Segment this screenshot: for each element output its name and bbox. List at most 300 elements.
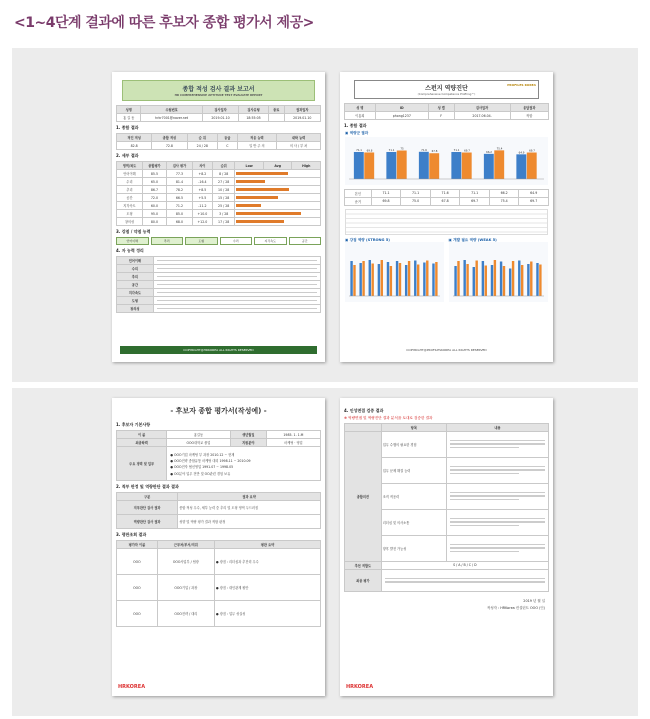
detail-cell: 8 / 28 <box>212 170 234 178</box>
report-footer <box>120 346 317 354</box>
detail-cell: 77.3 <box>167 170 193 178</box>
interview-detail <box>446 457 548 483</box>
edu-label: 최종학력 <box>117 439 167 447</box>
report-subtitle: HR COMPREHENSIVE APTITUDE TEST EVALUATE REPORT <box>174 93 263 97</box>
profile-info-value-cell: 적합 <box>510 112 549 120</box>
competence-group-chart <box>345 137 548 185</box>
detail-header-row <box>117 162 321 170</box>
bar-준거-B4 <box>484 266 486 297</box>
table-row <box>117 297 321 305</box>
weak-competence-chart <box>449 242 548 302</box>
detail-cell: 10 / 28 <box>212 186 234 194</box>
bar-본인-A8 <box>414 261 416 297</box>
bar-본인-C6 <box>516 154 526 179</box>
profile-info-value-cell: phong1237 <box>375 112 428 120</box>
strong-chart-block <box>345 238 445 307</box>
detail-cell: 창의성 <box>117 218 143 226</box>
table-row <box>117 194 321 202</box>
score-bar <box>236 172 287 175</box>
bar-본인-B4 <box>481 261 483 296</box>
interview-header-blank <box>345 423 382 431</box>
birth-value: 1985. 1. 1.M <box>266 431 320 439</box>
bar-data-label: 71.6 <box>421 148 427 152</box>
bar-본인-B10 <box>536 263 538 296</box>
info-table <box>116 105 321 122</box>
ability-label: 도형 <box>117 297 154 305</box>
profile-info-header-cell: 검사일자 <box>454 104 510 112</box>
detail-bar-cell <box>235 194 321 202</box>
info-value-cell: 2019.01.10 <box>202 114 238 122</box>
strength-row <box>116 237 321 245</box>
judgement-label: 역량판단 검사 결과 <box>117 515 178 529</box>
table-row <box>117 601 321 627</box>
detail-cell: 3 / 28 <box>212 210 234 218</box>
interview-subnote: ※ 역량면접 및 역량진단 결과 분석을 토대로 검증한 결과 <box>344 416 433 420</box>
interview-group-label: 종합의견 <box>345 431 382 561</box>
detail-cell: 66.5 <box>167 194 193 202</box>
detail-cell: -16.4 <box>192 178 212 186</box>
ability-desc <box>153 265 320 273</box>
strength-chip: 지각속도 <box>254 237 287 245</box>
strength-chip: 추리 <box>151 237 184 245</box>
competence-value-cell: 71.1 <box>401 189 431 197</box>
competence-value-cell: 75.4 <box>489 197 519 205</box>
detail-cell: 86.7 <box>142 186 166 194</box>
profile-info-value-cell: F <box>428 112 454 120</box>
bar-data-label: 71.1 <box>356 148 362 152</box>
detail-header-cell: 검사 평가 <box>167 162 193 170</box>
competence-value-cell: 75.0 <box>401 197 431 205</box>
detail-header-cell: 종합평가 <box>142 162 166 170</box>
interview-detail <box>446 535 548 561</box>
competence-value-cell: 69.8 <box>371 197 401 205</box>
ability-label: 추리 <box>117 273 154 281</box>
bar-준거-A10 <box>435 262 437 296</box>
interview-item: 향후 발전 가능성 <box>381 535 446 561</box>
competence-profile-document <box>340 72 553 362</box>
candidate-evaluation-document <box>112 398 325 696</box>
interview-item: 조직 적응력 <box>381 483 446 509</box>
bar-준거-B5 <box>493 260 495 296</box>
bar-본인-B9 <box>527 264 529 296</box>
detail-bar-cell <box>235 170 321 178</box>
interview-header <box>345 423 549 431</box>
judgement-header <box>117 493 321 501</box>
ability-desc <box>153 289 320 297</box>
reference-name: OOO <box>117 549 158 575</box>
name-label: 이 름 <box>117 431 167 439</box>
grade-value: S / A / B / C / D <box>381 561 548 569</box>
table-row <box>117 515 321 529</box>
score-bar <box>236 196 277 199</box>
bar-본인-C4 <box>451 152 461 179</box>
hrkorea-logo: HRKOREA <box>118 684 146 690</box>
detail-cell: +5.5 <box>192 194 212 202</box>
reference-name: OOO <box>117 575 158 601</box>
strong-chart-label: ▣ 강점 역량 (STRONG 5) <box>345 237 390 242</box>
table-row <box>117 549 321 575</box>
judgement-header-cell: 구분 <box>117 493 178 501</box>
table-row <box>117 257 321 265</box>
competence-value-cell: 71.1 <box>460 189 490 197</box>
aptitude-report-document <box>112 72 325 362</box>
info-value-row <box>117 114 321 122</box>
detail-cell: 언어이해 <box>117 170 143 178</box>
profile-subtitle: (Comprehensive Competence Profiling™) <box>417 92 476 96</box>
info-header-cell: 수험번호 <box>141 106 202 114</box>
bar-준거-B6 <box>502 266 504 296</box>
bar-data-label: 69.7 <box>529 149 535 153</box>
ability-label: 창의성 <box>117 305 154 313</box>
bar-data-label: 71.1 <box>453 148 460 152</box>
detail-header-cell: Low <box>235 162 264 170</box>
bar-준거-B7 <box>511 261 513 296</box>
final-eval-text <box>381 569 548 591</box>
profile-footer: COPYRIGHT@PROFILESKOREA ALL RIGHTS RESERVED <box>406 348 487 352</box>
eval-footer <box>118 684 145 690</box>
ability-label: 언어이해 <box>117 257 154 265</box>
bar-본인-B6 <box>499 262 501 297</box>
interview-item: 업무 수행의 필요한 경험 <box>381 431 446 457</box>
eval-section-3: 3. 평판조회 결과 <box>116 532 147 537</box>
bar-준거-B8 <box>520 265 522 296</box>
summary-value-row <box>117 142 321 150</box>
score-bar <box>236 220 284 223</box>
summary-table <box>116 133 321 150</box>
summary-header-cell: 종합 적성 <box>152 134 187 142</box>
summary-value-cell: 의 사 / 부 처 <box>277 142 321 150</box>
table-row <box>117 273 321 281</box>
detail-cell: +10.0 <box>192 210 212 218</box>
reference-summary: ● 장점 : 대인관계 원만 <box>214 575 320 601</box>
competence-value-cell: 준거 <box>345 197 372 205</box>
profile-title-box <box>354 80 539 99</box>
detail-cell: 15 / 28 <box>212 194 234 202</box>
bar-본인-A4 <box>378 264 380 296</box>
detail-cell: 81.4 <box>167 178 193 186</box>
section-1-title: 1. 종합 결과 <box>116 125 139 130</box>
table-row <box>117 202 321 210</box>
interview-footer <box>346 684 373 690</box>
bar-data-label: 75 <box>400 147 404 151</box>
detail-cell: -11.2 <box>192 202 212 210</box>
competence-value-cell: 64.9 <box>519 189 549 197</box>
detail-cell: 72.0 <box>142 194 166 202</box>
edu-row <box>117 439 321 447</box>
ability-label: 공간 <box>117 281 154 289</box>
competence-value-cell: 69.7 <box>519 197 549 205</box>
bar-본인-A1 <box>350 261 352 296</box>
bar-data-label: 69.8 <box>366 149 373 153</box>
judgement-table <box>116 492 321 529</box>
grade-label: 추천 적합도 <box>345 561 382 569</box>
detail-header-cell: Avg <box>263 162 292 170</box>
detail-header-cell: 순위 <box>212 162 234 170</box>
profile-info-header-cell: 응답결과 <box>510 104 549 112</box>
detail-header-cell: 차이 <box>192 162 212 170</box>
reference-org: OOO기업 / 과장 <box>157 575 214 601</box>
detail-cell: 68.0 <box>167 218 193 226</box>
info-header-cell: 결과일자 <box>284 106 320 114</box>
bar-본인-A7 <box>405 265 407 296</box>
report-title: 종합 적성 검사 결과 보고서 <box>182 86 255 93</box>
bar-준거-C2 <box>397 150 407 179</box>
profile-section-1: 1. 종합 결과 <box>344 123 367 128</box>
birth-label: 생년월일 <box>230 431 266 439</box>
summary-value-cell: C <box>218 142 238 150</box>
table-row <box>117 281 321 289</box>
info-header-cell: 검사일자 <box>202 106 238 114</box>
detail-cell: 25 / 28 <box>212 202 234 210</box>
judgement-label: 직무판단 검사 결과 <box>117 501 178 515</box>
competence-value-cell: 71.1 <box>371 189 401 197</box>
bar-data-label: 69.7 <box>464 149 470 153</box>
bar-준거-A1 <box>353 265 355 296</box>
bar-본인-A2 <box>359 263 361 296</box>
career-item: ● OOO전자 협신영업 1991.07 ~ 1998.05 <box>170 465 234 469</box>
summary-header-cell: 대학 능력 <box>277 134 321 142</box>
profile-title: 스펀지 역량진단 <box>425 85 468 92</box>
bar-준거-C1 <box>364 152 374 179</box>
page-header: <1~4단계 결과에 따른 후보자 종합 평가서 제공> <box>14 15 314 31</box>
info-value-cell: hrkr7001@naver.net <box>141 114 202 122</box>
detail-cell: 71.2 <box>167 202 193 210</box>
grade-row <box>345 561 549 569</box>
bar-본인-B3 <box>472 267 474 296</box>
judgement-summary: 종합 적성 우수, 세부 능력 중 추리 및 도형 영역 두드러짐 <box>178 501 321 515</box>
ability-label: 수리 <box>117 265 154 273</box>
detail-cell: +12.0 <box>192 218 212 226</box>
section-3-title: 3. 강점 / 약점 능력 <box>116 229 151 234</box>
reference-summary: ● 장점 : 업무 성실성 <box>214 601 320 627</box>
detail-cell: 60.0 <box>142 202 166 210</box>
profile-info-header <box>345 104 549 112</box>
bar-data-label: 71.1 <box>388 148 395 152</box>
summary-value-cell: 일 반 주 의 <box>237 142 276 150</box>
interview-result-document <box>340 398 553 696</box>
summary-header-cell: 적인 적성 <box>117 134 152 142</box>
bar-data-label: 64.9 <box>518 150 525 154</box>
competence-value-cell: 71.6 <box>430 189 460 197</box>
detail-cell: 수리 <box>117 178 143 186</box>
detail-bar-cell <box>235 210 321 218</box>
table-row <box>345 431 549 457</box>
bar-본인-B5 <box>490 265 492 296</box>
interview-table <box>344 423 549 592</box>
interview-item: 리더십 및 의사소통 <box>381 509 446 535</box>
info-header-cell: 성명 <box>117 106 141 114</box>
score-bar <box>236 188 289 191</box>
table-row <box>117 305 321 313</box>
eval-section-2: 2. 적부 판정 및 역량판단 결과 결과 <box>116 484 179 489</box>
table-row <box>117 210 321 218</box>
profile-info-value-cell: 2017.06.04. <box>454 112 510 120</box>
detail-cell: 추리 <box>117 186 143 194</box>
career-note: ● OO분야 업무 전반 및 OO관련 경험 보유 <box>170 472 231 476</box>
summary-header-cell: 순 위 <box>187 134 218 142</box>
info-header-cell: 종료 <box>268 106 284 114</box>
detail-cell: 65.0 <box>142 178 166 186</box>
info-header-row <box>117 106 321 114</box>
detail-cell: 78.2 <box>167 186 193 194</box>
job-value: 마케팅 · 영업 <box>266 439 320 447</box>
detail-bar-cell <box>235 202 321 210</box>
bar-준거-A3 <box>371 264 373 297</box>
profile-logo: PROFILES KOREA <box>507 83 536 87</box>
date-line: 2019 년 월 일 <box>523 598 545 603</box>
chart1-label: ▣ 역량군 결과 <box>345 131 369 135</box>
judgement-header-cell: 결과 요약 <box>178 493 321 501</box>
table-row <box>345 189 549 197</box>
detail-bar-cell <box>235 218 321 226</box>
bar-data-label: 67.8 <box>431 149 438 153</box>
bar-data-label: 75.4 <box>496 146 503 150</box>
ability-desc <box>153 273 320 281</box>
bar-준거-A8 <box>417 265 419 297</box>
table-row <box>117 186 321 194</box>
hrkorea-logo-2: HRKOREA <box>346 684 374 690</box>
bar-본인-A9 <box>423 263 425 297</box>
table-row <box>117 575 321 601</box>
detail-cell: 27 / 28 <box>212 178 234 186</box>
competence-value-cell: 69.7 <box>460 197 490 205</box>
info-value-cell <box>268 114 284 122</box>
detail-cell: 80.0 <box>142 218 166 226</box>
reference-header-cell: 근무처/부서/직위 <box>157 541 214 549</box>
reference-org: OOO사업부 / 팀장 <box>157 549 214 575</box>
summary-header-row <box>117 134 321 142</box>
detail-bar-cell <box>235 186 321 194</box>
bar-본인-C2 <box>386 152 396 179</box>
reference-header <box>117 541 321 549</box>
final-eval-label: 최종 평가 <box>345 569 382 591</box>
name-row <box>117 431 321 439</box>
footer-text: COPYRIGHT@HRKOREA ALL RIGHTS RESERVED <box>183 348 254 352</box>
interview-item: 업무 문제 해결 능력 <box>381 457 446 483</box>
interview-detail <box>446 509 548 535</box>
detail-table <box>116 161 321 226</box>
reference-org: OOO전략 / 대리 <box>157 601 214 627</box>
bar-본인-A5 <box>387 262 389 296</box>
judgement-summary: 성향 및 역량 평가 결과 적합 판정 <box>178 515 321 529</box>
ability-desc <box>153 297 320 305</box>
strength-chip: 도형 <box>185 237 218 245</box>
detail-cell: 17 / 28 <box>212 218 234 226</box>
career-list <box>167 447 321 481</box>
bar-준거-C3 <box>429 153 439 179</box>
detail-cell: 85.0 <box>167 210 193 218</box>
bar-본인-C1 <box>354 152 364 179</box>
bar-본인-A10 <box>432 264 434 297</box>
bar-준거-B9 <box>530 262 532 297</box>
summary-header-cell: 등급 <box>218 134 238 142</box>
strength-chip: 언어이해 <box>116 237 149 245</box>
bar-준거-C5 <box>494 150 504 179</box>
detail-cell: 도형 <box>117 210 143 218</box>
info-value-cell: 2019.01.10 <box>284 114 320 122</box>
career-label: 주요 경력 및 업무 <box>117 447 167 481</box>
reference-header-cell: 평가자 이름 <box>117 541 158 549</box>
detail-bar-cell <box>235 178 321 186</box>
strong-competence-chart <box>345 242 444 302</box>
info-value-cell: 18:55:05 <box>239 114 269 122</box>
summary-value-cell: 72.8 <box>152 142 187 150</box>
career-item: ● OOO전략 종합유통 마케팅 대리 1998.11 ~ 2010.09 <box>170 459 251 463</box>
summary-value-cell: 24 / 28 <box>187 142 218 150</box>
career-item: ● OOO기업 마케팅 부 과장 2010.12 ~ 현재 <box>170 453 235 457</box>
strength-chip: 수리 <box>220 237 253 245</box>
detail-cell: +8.2 <box>192 170 212 178</box>
reference-header-cell: 평판 요약 <box>214 541 320 549</box>
table-row <box>117 265 321 273</box>
bar-준거-B1 <box>457 261 459 296</box>
bar-준거-B3 <box>475 261 477 297</box>
profile-info-table <box>344 103 549 120</box>
profile-info-header-cell: 성 별 <box>428 104 454 112</box>
interview-header-cell: 내용 <box>446 423 548 431</box>
bar-준거-C4 <box>462 152 472 178</box>
table-row <box>117 501 321 515</box>
interview-detail <box>446 431 548 457</box>
info-header-cell: 검사유형 <box>239 106 269 114</box>
bar-본인-B8 <box>518 261 520 297</box>
detail-cell: +8.5 <box>192 186 212 194</box>
profile-info-values <box>345 112 549 120</box>
basic-info-table <box>116 430 321 481</box>
profile-info-value-cell: 이홍희 <box>345 112 376 120</box>
reference-name: OOO <box>117 601 158 627</box>
table-row <box>117 218 321 226</box>
bar-준거-A2 <box>362 261 364 296</box>
ability-label: 지각속도 <box>117 289 154 297</box>
detail-cell: 지각속도 <box>117 202 143 210</box>
bar-준거-A4 <box>381 260 383 296</box>
profile-description <box>345 209 548 235</box>
name-value: 홍길동 <box>167 431 230 439</box>
info-value-cell: 홍 길 동 <box>117 114 141 122</box>
weak-chart-block <box>449 238 549 307</box>
detail-cell: 공간 <box>117 194 143 202</box>
competence-value-cell: 67.8 <box>430 197 460 205</box>
profile-info-header-cell: 성 명 <box>345 104 376 112</box>
bar-준거-B10 <box>539 265 541 297</box>
profile-info-header-cell: ID <box>375 104 428 112</box>
competence-value-cell: 66.2 <box>489 189 519 197</box>
bar-준거-C6 <box>527 152 537 178</box>
summary-row <box>345 569 549 591</box>
bar-준거-A6 <box>399 263 401 296</box>
ability-desc <box>153 305 320 313</box>
bar-본인-C5 <box>484 153 494 178</box>
report-title-bar <box>122 80 315 101</box>
detail-header-cell: High <box>292 162 321 170</box>
bar-본인-B1 <box>454 266 456 296</box>
bar-본인-A6 <box>396 261 398 296</box>
strength-weak-charts <box>345 238 548 307</box>
competence-value-table <box>344 189 549 206</box>
bar-준거-A9 <box>426 261 428 297</box>
score-bar <box>236 204 261 207</box>
bar-준거-A7 <box>408 261 410 296</box>
interview-detail <box>446 483 548 509</box>
reference-table <box>116 540 321 627</box>
sign-line: 작성자 : HRKorea 컨설턴트 OOO (인) <box>487 605 545 610</box>
table-row <box>117 289 321 297</box>
ability-desc <box>153 281 320 289</box>
detail-header-cell: 영역/척도 <box>117 162 143 170</box>
interview-header-cell: 항목 <box>381 423 446 431</box>
bar-본인-B2 <box>463 260 465 296</box>
